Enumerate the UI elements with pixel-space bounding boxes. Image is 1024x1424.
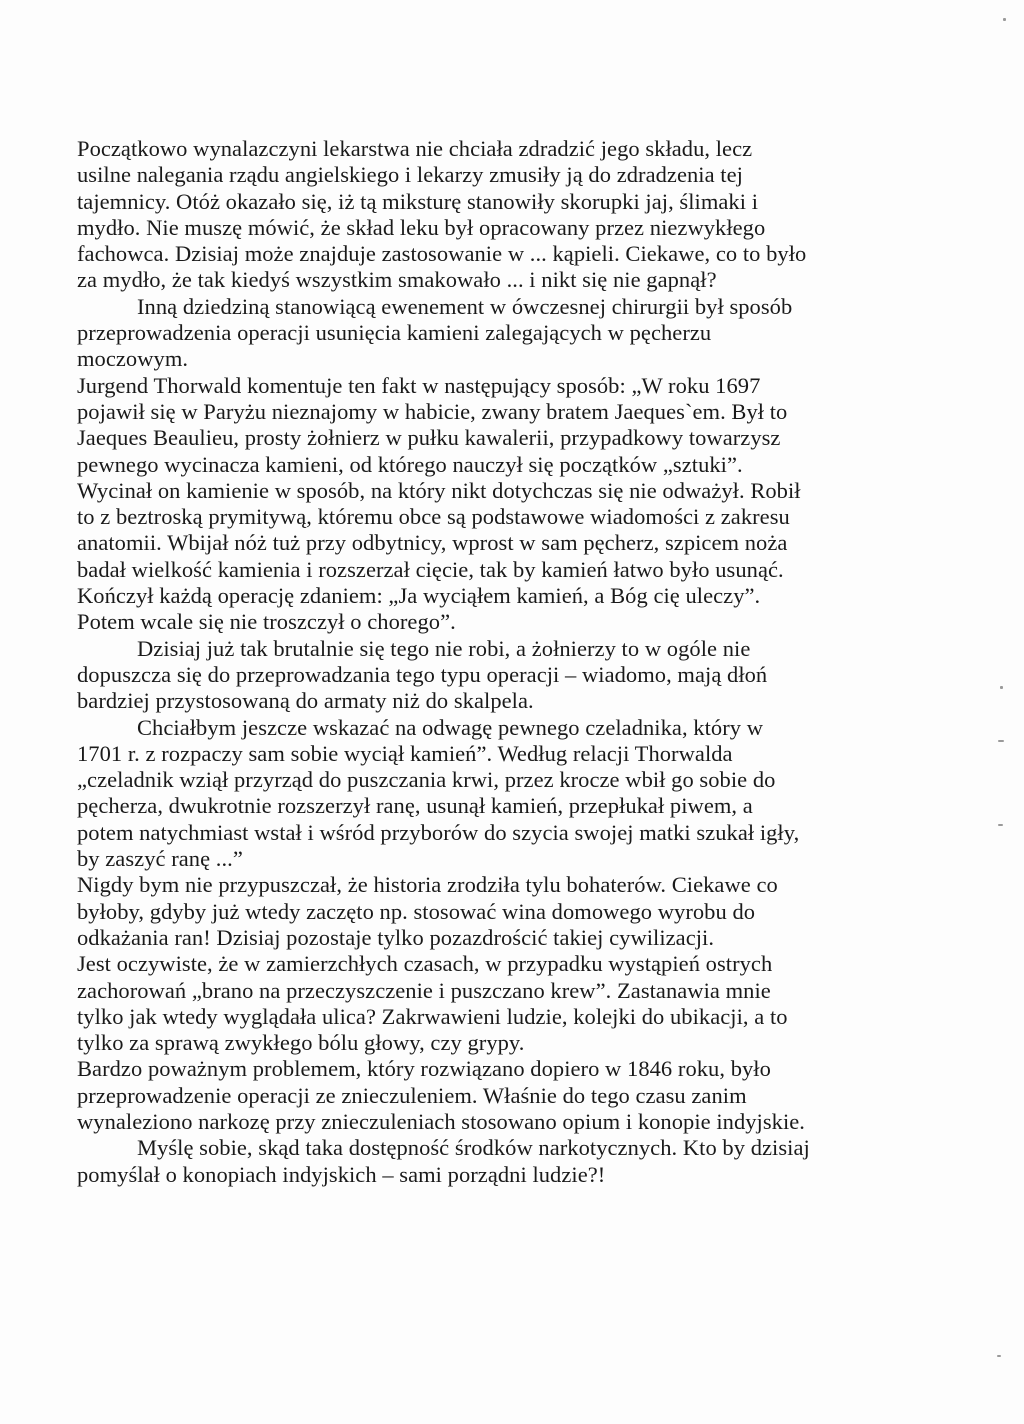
text-line: Myślę sobie, skąd taka dostępność środków narkotycznych. Kto by dzisiaj bbox=[137, 1135, 810, 1161]
text-line: przeprowadzenia operacji usunięcia kamieni zalegających w pęcherzu bbox=[77, 320, 712, 346]
text-line: moczowym. bbox=[77, 346, 189, 372]
text-line: pomyślał o konopiach indyjskich – sami porządni ludzie?! bbox=[77, 1161, 606, 1187]
text-line: Potem wcale się nie troszczył o chorego”. bbox=[77, 609, 456, 635]
text-line: bardziej przystosowaną do armaty niż do skalpela. bbox=[77, 688, 534, 714]
scan-speck bbox=[998, 824, 1003, 826]
text-line: „czeladnik wziął przyrząd do puszczania krwi, przez krocze wbił go sobie do bbox=[77, 767, 776, 793]
text-line: Jurgend Thorwald komentuje ten fakt w następujący sposób: „W roku 1697 bbox=[77, 372, 761, 398]
scan-speck bbox=[1003, 18, 1006, 21]
text-line: Kończył każdą operację zdaniem: „Ja wyciąłem kamień, a Bóg cię uleczy”. bbox=[77, 583, 761, 609]
text-line: wynaleziono narkozę przy znieczuleniach stosowano opium i konopie indyjskie. bbox=[77, 1108, 805, 1134]
text-line: tylko jak wtedy wyglądała ulica? Zakrwawieni ludzie, kolejki do ubikacji, a to bbox=[77, 1003, 788, 1029]
scan-speck bbox=[997, 1355, 1001, 1357]
text-line: Jest oczywiste, że w zamierzchłych czasach, w przypadku wystąpień ostrych bbox=[77, 951, 773, 977]
text-line: by zaszyć ranę ...” bbox=[77, 846, 243, 872]
text-line: dopuszcza się do przeprowadzania tego typu operacji – wiadomo, mają dłoń bbox=[77, 661, 768, 687]
text-line: Początkowo wynalazczyni lekarstwa nie chciała zdradzić jego składu, lecz bbox=[77, 136, 753, 161]
text-line: za mydło, że tak kiedyś wszystkim smakowało ... i nikt się nie gapnął? bbox=[77, 267, 717, 293]
text-line: byłoby, gdyby już wtedy zaczęto np. stosować wina domowego wyrobu do bbox=[77, 898, 756, 924]
text-line: pęcherza, dwukrotnie rozszerzył ranę, usunął kamień, przepłukał piwem, a bbox=[77, 793, 753, 819]
text-line: pojawił się w Paryżu nieznajomy w habicie, zwany bratem Jaeques`em. Był to bbox=[77, 398, 788, 424]
text-line: potem natychmiast wstał i wśród przyborów do szycia swojej matki szukał igły, bbox=[77, 819, 800, 845]
text-line: Jaeques Beaulieu, prosty żołnierz w pułku kawalerii, przypadkowy towarzysz bbox=[77, 425, 781, 451]
text-line: tajemnicy. Otóż okazało się, iż tą miksturę stanowiły skorupki jaj, ślimaki i bbox=[77, 188, 758, 214]
text-line: fachowca. Dzisiaj może znajduje zastosowanie w ... kąpieli. Ciekawe, co to było bbox=[77, 241, 807, 267]
scan-speck bbox=[1000, 686, 1003, 689]
text-line: Nigdy bym nie przypuszczał, że historia zrodziła tylu bohaterów. Ciekawe co bbox=[77, 872, 778, 898]
text-line: badał wielkość kamienia i rozszerzał cięcie, tak by kamień łatwo było usunąć. bbox=[77, 556, 784, 582]
scan-speck bbox=[998, 740, 1004, 742]
text-line: odkażania ran! Dzisiaj pozostaje tylko pozazdrościć takiej cywilizacji. bbox=[77, 924, 715, 950]
text-line: anatomii. Wbijał nóż tuż przy odbytnicy, wprost w sam pęcherz, szpicem noża bbox=[77, 530, 788, 556]
document-body bbox=[77, 136, 907, 1188]
text-line: przeprowadzenie operacji ze znieczuleniem. Właśnie do tego czasu zanim bbox=[77, 1082, 747, 1108]
text-line: pewnego wycinacza kamieni, od którego nauczył się początków „sztuki”. bbox=[77, 451, 743, 477]
text-line: usilne nalegania rządu angielskiego i lekarzy zmusiły ją do zdradzenia tej bbox=[77, 162, 743, 188]
text-line: mydło. Nie muszę mówić, że skład leku był opracowany przez niezwykłego bbox=[77, 214, 766, 240]
text-line: 1701 r. z rozpaczy sam sobie wyciął kamień”. Według relacji Thorwalda bbox=[77, 740, 733, 766]
text-line: tylko za sprawą zwykłego bólu głowy, czy grypy. bbox=[77, 1030, 525, 1056]
text-line: Inną dziedziną stanowiącą ewenement w ówczesnej chirurgii był sposób bbox=[137, 293, 793, 319]
text-line: Bardzo poważnym problemem, który rozwiązano dopiero w 1846 roku, było bbox=[77, 1056, 771, 1082]
text-line: Wycinał on kamienie w sposób, na który nikt dotychczas się nie odważył. Robił bbox=[77, 477, 801, 503]
text-line: zachorowań „brano na przeczyszczenie i puszczano krew”. Zastanawia mnie bbox=[77, 977, 771, 1003]
text-line: Chciałbym jeszcze wskazać na odwagę pewnego czeladnika, który w bbox=[137, 714, 764, 740]
text-line: to z beztroską prymitywą, któremu obce są podstawowe wiadomości z zakresu bbox=[77, 504, 790, 530]
text-line: Dzisiaj już tak brutalnie się tego nie robi, a żołnierzy to w ogóle nie bbox=[137, 635, 751, 661]
